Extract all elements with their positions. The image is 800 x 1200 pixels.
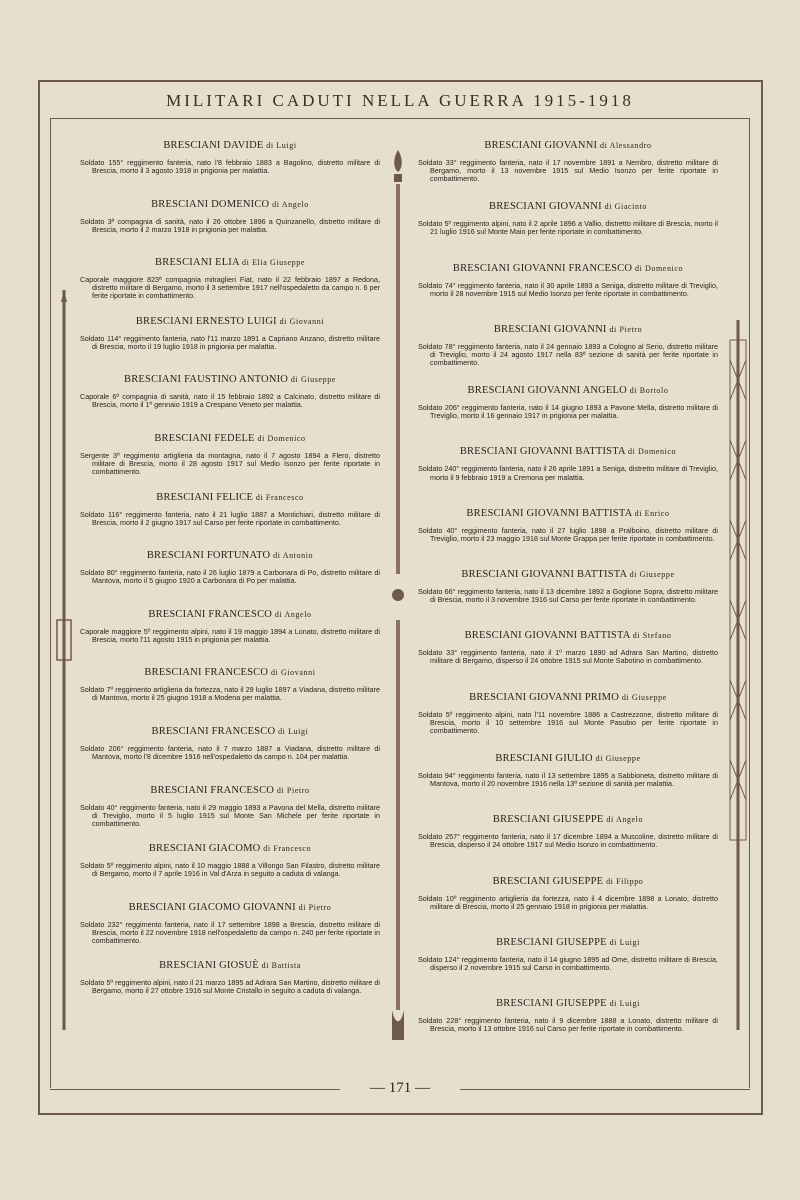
entry-father: di Angelo (606, 815, 644, 825)
list-item (80, 667, 380, 726)
entry-text: Soldato 206° reggimento fanteria, nato il 7 marzo 1887 a Viadana, distretto militare di Mantova, morto l'8 dicembre 1916 nell'ospedaletto da campo n. 104 per malattia. (80, 743, 380, 762)
entry-name: BRESCIANI FELICE (156, 491, 254, 503)
entry-father: di Giuseppe (621, 692, 667, 702)
entry-father: di Giuseppe (595, 753, 641, 763)
entry-name: BRESCIANI FRANCESCO (148, 608, 273, 620)
list-item (418, 140, 718, 201)
entry-text: Soldato 240° reggimento fanteria, nato il 26 aprile 1891 a Seniga, distretto militare di Treviglio, morto il 9 febbraio 1919 a Cremona per malattia. (418, 464, 718, 482)
entry-text: Soldato 33° reggimento fanteria, nato il 1º marzo 1890 ad Adrara San Martino, distretto militare di Bergamo, disperso il 24 ottobre 1915 sul Monte Sabotino in combattimento. (418, 648, 718, 666)
entry-text: Soldato 40° reggimento fanteria, nato il 29 maggio 1893 a Pavona del Mella, distretto militare di Treviglio, morto il 5 luglio 1915 sul Monte San Michele per ferite riportate in combattimento. (80, 802, 380, 828)
torch-column-icon (391, 150, 405, 1040)
entry-name: BRESCIANI GIACOMO (148, 843, 261, 855)
entry-name: BRESCIANI FRANCESCO (150, 784, 275, 796)
entry-text: Soldato 7º reggimento artiglieria da fortezza, nato il 29 luglio 1897 a Viadana, distretto militare di Mantova, morto il 25 giugno 1918 a Modena per malattia. (80, 685, 380, 703)
entry-father: di Giuseppe (629, 570, 675, 580)
entry-name: BRESCIANI GIUSEPPE (492, 875, 604, 887)
entry-father: di Stefano (632, 631, 672, 641)
entry-father: di Domenico (628, 447, 677, 457)
list-item (80, 609, 380, 668)
entry-name: BRESCIANI GIUSEPPE (496, 936, 607, 948)
entry-father: di Francesco (263, 844, 312, 854)
list-item (80, 902, 380, 961)
entry-father: di Pietro (609, 324, 643, 334)
entry-text: Soldato 33° reggimento fanteria, nato il 17 novembre 1891 a Nembro, distretto militare di Bergamo, morto il 13 novembre 1915 sul Medio Isonzo per ferite riportate in combattimento. (418, 158, 718, 184)
entry-text: Soldato 5º reggimento alpini, nato il 21 marzo 1895 ad Adrara San Martino, distretto militare di Bergamo, morto il 27 ottobre 1916 sul Monte Cristallo in seguito a caduta di valanga. (80, 978, 380, 996)
entry-name: BRESCIANI GIOVANNI (493, 323, 607, 335)
entry-father: di Alessandro (600, 141, 652, 150)
entry-father: di Filippo (606, 876, 644, 886)
list-item (80, 726, 380, 785)
entry-name: BRESCIANI GIOSUÈ (159, 960, 259, 972)
entry-name: BRESCIANI GIULIO (495, 752, 593, 764)
entry-text: Soldato 114° reggimento fanteria, nato l'11 marzo 1891 a Capriano Anzano, distretto militare di Brescia, morto il 19 luglio 1918 in prigionia per malattia. (80, 333, 380, 351)
entry-father: di Domenico (634, 263, 684, 273)
entry-text: Soldato 80° reggimento fanteria, nato il 26 luglio 1879 a Carbonara di Po, distretto militare di Mantova, morto il 5 giugno 1920 a Carbonara di Po per malattia. (80, 568, 380, 586)
entry-text: Soldato 257° reggimento fanteria, nato il 17 dicembre 1894 a Muscoline, distretto militare di Brescia, disperso il 24 ottobre 1917 sul Medio Isonzo in combattimento. (418, 832, 718, 850)
entry-name: BRESCIANI FAUSTINO ANTONIO (124, 374, 289, 386)
entry-father: di Luigi (278, 726, 309, 736)
entry-father: di Francesco (255, 492, 304, 502)
entry-name: BRESCIANI GIOVANNI BATTISTA (461, 569, 627, 581)
left-column (80, 140, 380, 1019)
list-item (418, 998, 718, 1059)
entry-text: Caporale maggiore 823ª compagnia mitraglieri Fiat, nato il 22 febbraio 1897 a Redona, distretto militare di Bergamo, morto il 3 settembre 1917 nell'ospedaletto da campo n. 6 per ferite riportate in combattimento. (80, 275, 380, 301)
list-item (418, 324, 718, 385)
entry-father: di Bortolo (629, 386, 669, 396)
entry-name: BRESCIANI GIUSEPPE (496, 998, 607, 1010)
entry-text: Soldato 40° reggimento fanteria, nato il 27 luglio 1898 a Pralboino, distretto militare di Treviglio, morto il 23 maggio 1918 sul Monte Grappa per ferite riportate in combattimento. (418, 525, 718, 543)
list-item (418, 937, 718, 998)
right-column (418, 140, 718, 1059)
list-item (80, 257, 380, 316)
entry-text: Caporale 6ª compagnia di sanità, nato il 15 febbraio 1892 a Calcinato, distretto militare di Brescia, morto il 1º gennaio 1919 a Crespano Veneto per malattia. (80, 392, 380, 410)
entry-name: BRESCIANI GIOVANNI BATTISTA (459, 446, 626, 458)
list-item (418, 263, 718, 324)
list-item (418, 876, 718, 937)
entry-father: di Angelo (274, 609, 312, 619)
entry-name: BRESCIANI ELIA (155, 257, 240, 269)
list-item (418, 508, 718, 569)
entry-name: BRESCIANI ERNESTO LUIGI (135, 315, 277, 327)
entry-text: Soldato 206° reggimento fanteria, nato il 14 giugno 1893 a Pavone Mella, distretto militare di Treviglio, morto il 16 gennaio 1917 in prigionia per malattia. (418, 403, 718, 421)
entry-text: Soldato 74° reggimento fanteria, nato il 30 aprile 1893 a Seniga, distretto militare di Treviglio, morto il 28 novembre 1915 sul Medio Isonzo per ferite riportate in combattimento. (418, 280, 718, 298)
page-title: MILITARI CADUTI NELLA GUERRA 1915-1918 (50, 87, 750, 119)
list-item (80, 785, 380, 844)
entry-text: Soldato 124° reggimento fanteria, nato il 14 giugno 1895 ad Ome, distretto militare di Brescia, disperso il 2 novembre 1915 sul Carso in combattimento. (418, 954, 718, 972)
list-item (80, 550, 380, 609)
entry-name: BRESCIANI GIOVANNI (489, 201, 602, 213)
entry-name: BRESCIANI GIOVANNI ANGELO (467, 385, 627, 397)
entry-father: di Pietro (276, 785, 310, 795)
entry-father: di Pietro (298, 902, 332, 912)
list-item (80, 492, 380, 551)
entry-father: di Battista (261, 961, 301, 971)
list-item (80, 433, 380, 492)
entry-father: di Giuseppe (290, 375, 336, 385)
entry-name: BRESCIANI GIOVANNI FRANCESCO (452, 262, 633, 274)
entry-father: di Luigi (266, 141, 297, 150)
entry-name: BRESCIANI GIOVANNI BATTISTA (466, 507, 632, 519)
entry-father: di Luigi (609, 937, 640, 947)
entry-text: Soldato 94° reggimento fanteria, nato il 13 settembre 1895 a Sabbioneta, distretto militare di Mantova, morto il 20 novembre 1916 nella 13ª sezione di sanità per malattia. (418, 770, 718, 789)
list-item (80, 374, 380, 433)
entry-name: BRESCIANI GIOVANNI (484, 140, 598, 151)
entry-name: BRESCIANI GIACOMO GIOVANNI (128, 901, 296, 913)
list-item (80, 843, 380, 902)
list-item (418, 201, 718, 262)
entry-text: Caporale maggiore 5º reggimento alpini, nato il 19 maggio 1894 a Lonato, distretto militare di Brescia, morto l'11 agosto 1915 in prigionia per malattia. (80, 626, 380, 644)
list-item (418, 630, 718, 691)
entry-father: di Antonio (273, 551, 314, 561)
entry-name: BRESCIANI GIOVANNI PRIMO (469, 691, 619, 703)
entry-father: di Enrico (634, 508, 670, 518)
entry-name: BRESCIANI DAVIDE (163, 140, 264, 151)
entry-text: Soldato 66° reggimento fanteria, nato il 13 dicembre 1892 a Goglione Sopra, distretto militare di Brescia, morto il 3 novembre 1916 sul Carso per ferite riportate in combattimento. (418, 587, 718, 605)
left-ornament-icon (52, 290, 76, 1030)
entry-father: di Domenico (257, 433, 306, 443)
entry-name: BRESCIANI DOMENICO (151, 198, 270, 210)
entry-text: Soldato 155° reggimento fanteria, nato l'8 febbraio 1883 a Bagolino, distretto militare di Brescia, morto il 3 agosto 1918 in prigionia per malattia. (80, 158, 380, 176)
entry-name: BRESCIANI FRANCESCO (144, 667, 269, 679)
list-item (80, 199, 380, 258)
entry-text: Sergente 3º reggimento artiglieria da montagna, nato il 7 agosto 1894 a Flero, distretto militare di Brescia, morto il 28 agosto 1917 sul Medio Isonzo per ferite riportate in combattimento. (80, 450, 380, 477)
entry-text: Soldato 10º reggimento artiglieria da fortezza, nato il 4 dicembre 1898 a Lonato, distretto militare di Brescia, morto il 25 gennaio 1918 in prigionia per malattia. (418, 893, 718, 911)
entry-father: di Giacinto (604, 202, 647, 212)
entry-name: BRESCIANI GIOVANNI BATTISTA (464, 630, 630, 642)
entry-text: Soldato 232° reggimento fanteria, nato il 17 settembre 1898 a Brescia, distretto militare di Brescia, morto il 22 novembre 1918 nell'ospedaletto da campo n. 240 per ferite riportate in combattimento. (80, 919, 380, 945)
list-item (418, 814, 718, 875)
entry-text: Soldato 78° reggimento fanteria, nato il 24 gennaio 1893 a Cologno al Serio, distretto militare di Treviglio, morto il 24 agosto 1917 nella 83ª sezione di sanità per ferite riportate in combattimento. (418, 341, 718, 368)
list-item (418, 569, 718, 630)
entry-text: Soldato 3ª compagnia di sanità, nato il 26 ottobre 1896 a Quinzanello, distretto militare di Brescia, morto il 2 marzo 1918 in prigionia per malattia. (80, 216, 380, 234)
entry-text: Soldato 5º reggimento alpini, nato l'11 novembre 1886 a Castrezzone, distretto militare di Brescia, morto il 10 settembre 1916 sul Monte Pasubio per ferite riportate in combattimento. (418, 709, 718, 735)
page-number: — 171 — (340, 1080, 460, 1097)
list-item (80, 960, 380, 1019)
list-item (80, 140, 380, 199)
entry-father: di Elia Giuseppe (242, 258, 305, 268)
entry-father: di Luigi (609, 999, 640, 1009)
list-item (418, 385, 718, 446)
entry-father: di Giovanni (270, 668, 316, 678)
list-item (418, 753, 718, 814)
entry-father: di Angelo (272, 199, 309, 209)
entry-text: Soldato 5º reggimento alpini, nato il 2 aprile 1896 a Vallio, distretto militare di Brescia, morto il 21 luglio 1916 sul Monte Maio per ferite riportate in combattimento. (418, 219, 718, 237)
list-item (418, 692, 718, 753)
entry-name: BRESCIANI FRANCESCO (151, 725, 276, 737)
entry-name: BRESCIANI FORTUNATO (146, 550, 271, 562)
list-item (418, 446, 718, 507)
entry-text: Soldato 116° reggimento fanteria, nato il 21 luglio 1887 a Montichiari, distretto militare di Brescia, morto il 2 giugno 1917 sul Carso per ferite riportate in combattimento. (80, 509, 380, 527)
entry-text: Soldato 5º reggimento alpini, nato il 10 maggio 1888 a Villongo San Filastro, distretto militare di Bergamo, morto il 7 aprile 1916 in Val d'Arza in seguito a caduta di valanga. (80, 861, 380, 879)
right-ornament-icon (726, 320, 750, 1030)
entry-name: BRESCIANI FEDELE (154, 432, 255, 444)
entry-father: di Giovanni (279, 316, 325, 326)
list-item (80, 316, 380, 375)
entry-text: Soldato 228° reggimento fanteria, nato il 9 dicembre 1888 a Lonato, distretto militare di Brescia, morto il 13 ottobre 1916 sul Carso per ferite riportate in combattimento. (418, 1016, 718, 1034)
entry-name: BRESCIANI GIUSEPPE (492, 814, 604, 826)
